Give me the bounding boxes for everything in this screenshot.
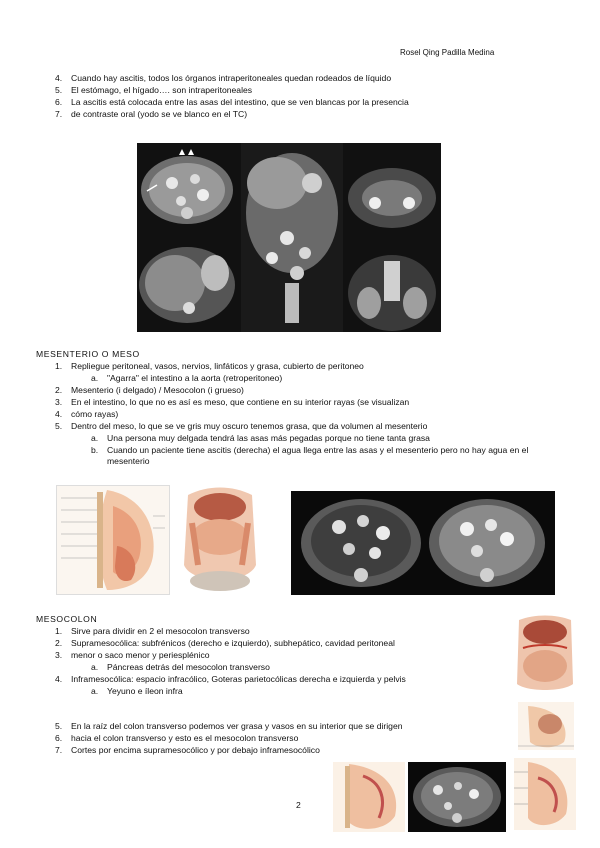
anatomy-abdomen-frontal bbox=[178, 485, 262, 593]
list-item: a. Una persona muy delgada tendrá las asas más pegadas porque no tiene tanta grasa bbox=[91, 433, 430, 443]
list-item: 2. Mesenterio (i delgado) / Mesocolon (i grueso) bbox=[55, 385, 244, 395]
anatomy-sagittal-small-image bbox=[518, 702, 574, 750]
list-item: 7. Cortes por encima supramesocólico y por debajo inframesocólico bbox=[55, 745, 320, 755]
list-item: 6. La ascitis está colocada entre las asas del intestino, que se ven blancas por la presencia bbox=[55, 97, 409, 107]
ct-mesentery-image bbox=[291, 491, 555, 595]
list-item: 3. menor o saco menor y periesplénico bbox=[55, 650, 210, 660]
ct-mesentery-comparison bbox=[291, 491, 555, 595]
section-title-mesocolon: MESOCOLON bbox=[36, 614, 98, 624]
anatomy-sagittal-mesentery bbox=[56, 485, 170, 595]
list-item: 2. Supramesocólica: subfrénicos (derecho e izquierdo), subhepático, cavidad peritoneal bbox=[55, 638, 395, 648]
page-number: 2 bbox=[296, 800, 301, 810]
list-item: a. Páncreas detrás del mesocolon transverso bbox=[91, 662, 270, 672]
ct-mesocolon-image bbox=[408, 762, 506, 832]
list-item: 1. Sirve para dividir en 2 el mesocolon transverso bbox=[55, 626, 250, 636]
anatomy-mesocolon-sagittal bbox=[518, 702, 574, 750]
list-item: 5. En la raíz del colon transverso podemos ver grasa y vasos en su interior que se dirigen bbox=[55, 721, 403, 731]
list-item: 5. Dentro del meso, lo que se ve gris muy oscuro tenemos grasa, que da volumen al mesenterio bbox=[55, 421, 428, 431]
anatomy-sagittal-2-image bbox=[514, 758, 576, 830]
list-item: 4. Inframesocólica: espacio infracólico, Goteras parietocólicas derecha e izquierda y pelvis bbox=[55, 674, 406, 684]
list-item: 7. de contraste oral (yodo se ve blanco en el TC) bbox=[55, 109, 248, 119]
anatomy-mesocolon-image bbox=[515, 614, 575, 694]
list-item: 4. cómo rayas) bbox=[55, 409, 119, 419]
list-item: 1. Repliegue peritoneal, vasos, nervios, linfáticos y grasa, cubierto de peritoneo bbox=[55, 361, 364, 371]
list-item: 5. El estómago, el hígado…. son intraperitoneales bbox=[55, 85, 253, 95]
section-title-mesenterio: MESENTERIO O MESO bbox=[36, 349, 140, 359]
list-item: b. Cuando un paciente tiene ascitis (derecha) el agua llega entre las asas y el mesenterio pero no hay agua en el mesenterio bbox=[91, 445, 529, 466]
list-item: 6. hacia el colon transverso y esto es el mesocolon transverso bbox=[55, 733, 299, 743]
ct-mesocolon-axial bbox=[408, 762, 506, 832]
page-author: Rosel Qing Padilla Medina bbox=[400, 48, 495, 57]
ct-collage-ascitis bbox=[137, 143, 441, 332]
anatomy-sagittal-bottom-image bbox=[333, 762, 405, 832]
list-item: 3. En el intestino, lo que no es así es meso, que contiene en su interior rayas (se visualizan bbox=[55, 397, 410, 407]
anatomy-mesocolon-sagittal-2 bbox=[514, 758, 576, 830]
ct-collage-image bbox=[137, 143, 441, 332]
list-item: a. Yeyuno e íleon infra bbox=[91, 686, 183, 696]
anatomy-frontal-image bbox=[178, 485, 262, 593]
anatomy-sagittal-bottom bbox=[333, 762, 405, 832]
list-item: 4. Cuando hay ascitis, todos los órganos intraperitoneales quedan rodeados de líquido bbox=[55, 73, 392, 83]
anatomy-sagittal-image bbox=[57, 486, 169, 594]
anatomy-mesocolon-frontal bbox=[515, 614, 575, 694]
list-item: a. "Agarra" el intestino a la aorta (retroperitoneo) bbox=[91, 373, 283, 383]
